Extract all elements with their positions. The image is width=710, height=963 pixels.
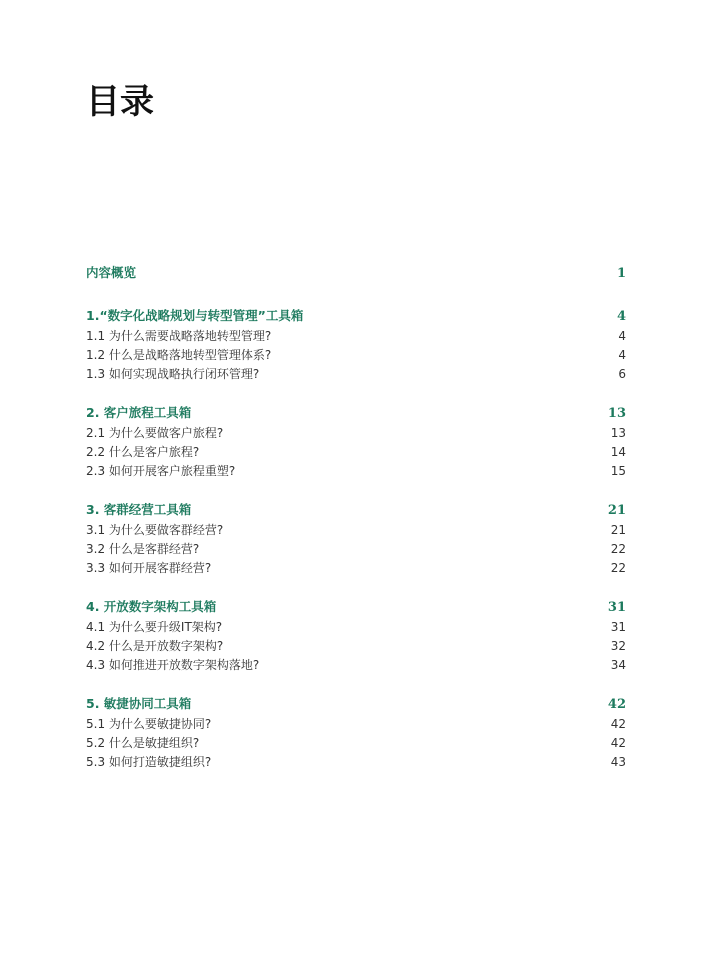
toc-item-label: 3.3 如何开展客群经营? [86, 561, 212, 575]
toc-item-4-2[interactable] [86, 637, 626, 656]
toc-page-number: 14 [610, 445, 626, 459]
toc-page-number: 15 [610, 464, 626, 478]
toc-section-4 [86, 596, 626, 675]
toc-heading-label: 1.“数字化战略规划与转型管理”工具箱 [86, 308, 304, 323]
toc-heading-label: 2. 客户旅程工具箱 [86, 405, 192, 420]
toc-item-label: 3.2 什么是客群经营? [86, 542, 200, 556]
toc-page-number: 21 [610, 523, 626, 537]
toc-item-label: 5.1 为什么要敏捷协同? [86, 717, 212, 731]
toc-page-number: 1 [616, 266, 626, 281]
toc-item-3-3[interactable] [86, 559, 626, 578]
toc-heading-label: 3. 客群经营工具箱 [86, 502, 192, 517]
toc-page-number: 34 [610, 658, 626, 672]
toc-page-number: 4 [618, 348, 626, 362]
toc-item-2-1[interactable] [86, 424, 626, 443]
toc-page-number: 4 [616, 309, 626, 324]
toc-page-number: 13 [610, 426, 626, 440]
toc-heading-1[interactable] [86, 305, 626, 327]
toc-item-label: 1.1 为什么需要战略落地转型管理? [86, 329, 272, 343]
toc-overview [86, 262, 626, 284]
toc-item-label: 4.3 如何推进开放数字架构落地? [86, 658, 260, 672]
toc-heading-2[interactable] [86, 402, 626, 424]
toc-item-label: 4.2 什么是开放数字架构? [86, 639, 224, 653]
toc-item-label: 5.3 如何打造敏捷组织? [86, 755, 212, 769]
toc-item-1-2[interactable] [86, 346, 626, 365]
toc-item-label: 3.1 为什么要做客群经营? [86, 523, 224, 537]
toc-item-5-1[interactable] [86, 715, 626, 734]
page-title: 目录 [86, 82, 154, 122]
toc-heading-label: 内容概览 [86, 265, 137, 280]
toc-page-number: 32 [610, 639, 626, 653]
toc-page-number: 31 [610, 620, 626, 634]
toc-page-number: 42 [610, 736, 626, 750]
toc-heading-label: 4. 开放数字架构工具箱 [86, 599, 217, 614]
toc-item-label: 4.1 为什么要升级IT架构? [86, 620, 223, 634]
toc-item-4-1[interactable] [86, 618, 626, 637]
toc-heading-4[interactable] [86, 596, 626, 618]
toc-page-number: 31 [607, 600, 626, 615]
toc-item-2-3[interactable] [86, 462, 626, 481]
toc-page-number: 13 [607, 406, 626, 421]
toc-page-number: 4 [618, 329, 626, 343]
toc-page-number: 43 [610, 755, 626, 769]
toc-item-3-2[interactable] [86, 540, 626, 559]
toc-item-label: 2.1 为什么要做客户旅程? [86, 426, 224, 440]
toc-item-2-2[interactable] [86, 443, 626, 462]
toc-page-number: 22 [610, 561, 626, 575]
toc-heading-label: 5. 敏捷协同工具箱 [86, 696, 192, 711]
toc-item-label: 1.3 如何实现战略执行闭环管理? [86, 367, 260, 381]
toc-heading-3[interactable] [86, 499, 626, 521]
toc-page-number: 6 [618, 367, 626, 381]
toc-item-3-1[interactable] [86, 521, 626, 540]
toc-item-1-3[interactable] [86, 365, 626, 384]
toc-item-label: 2.3 如何开展客户旅程重塑? [86, 464, 236, 478]
toc-page-number: 42 [610, 717, 626, 731]
toc-page-number: 22 [610, 542, 626, 556]
toc-heading-5[interactable] [86, 693, 626, 715]
toc-item-1-1[interactable] [86, 327, 626, 346]
toc-section-2 [86, 402, 626, 481]
toc-section-5 [86, 693, 626, 772]
toc-section-1 [86, 305, 626, 384]
toc-item-label: 1.2 什么是战略落地转型管理体系? [86, 348, 272, 362]
toc-page-number: 42 [607, 697, 626, 712]
toc-entry-overview[interactable] [86, 262, 626, 284]
toc-item-label: 2.2 什么是客户旅程? [86, 445, 200, 459]
toc-item-5-2[interactable] [86, 734, 626, 753]
toc-page-number: 21 [607, 503, 626, 518]
toc-item-5-3[interactable] [86, 753, 626, 772]
toc-section-3 [86, 499, 626, 578]
toc-item-label: 5.2 什么是敏捷组织? [86, 736, 200, 750]
table-of-contents [86, 262, 626, 790]
toc-item-4-3[interactable] [86, 656, 626, 675]
